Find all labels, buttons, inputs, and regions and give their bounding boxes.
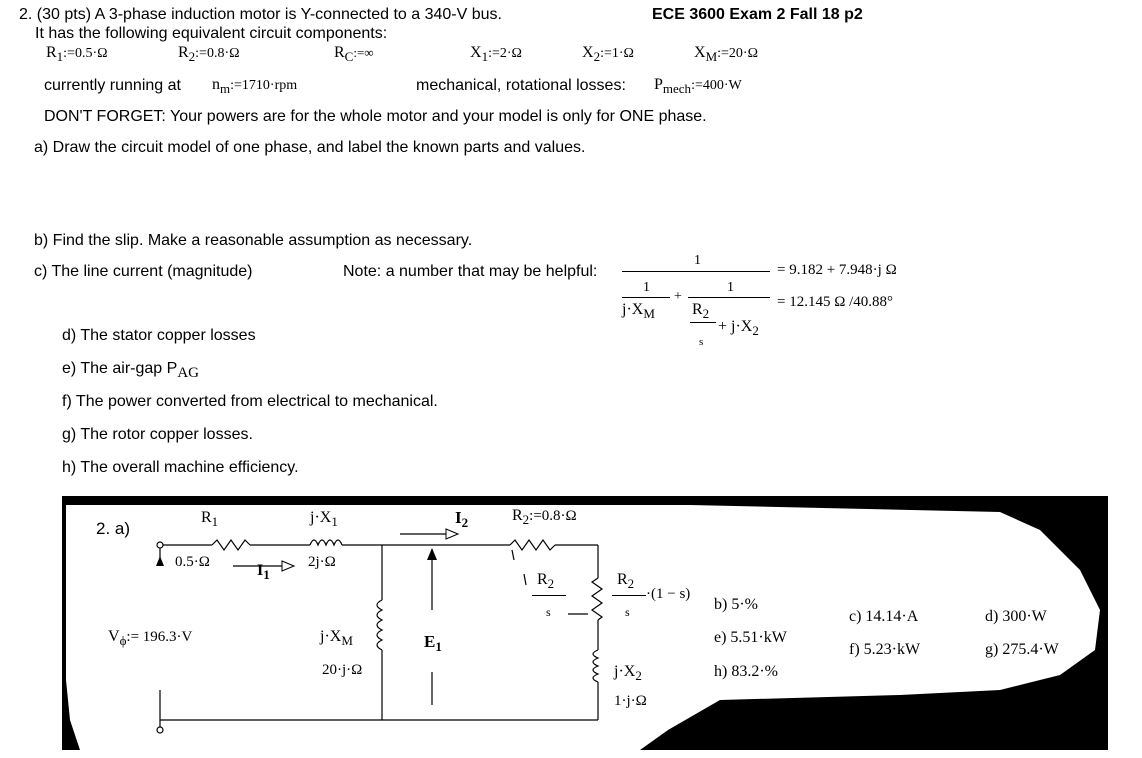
question-d: d) The stator copper losses [62, 327, 256, 344]
jx1-value: 2j·Ω [308, 554, 336, 570]
rotor-speed: $n_m:=1710\cdot rpm$ [212, 76, 298, 96]
result-rectangular: = 9.182 + 7.948·j Ω [777, 262, 897, 278]
component-x2: $X_2:=1\cdot\Omega$ [582, 44, 634, 64]
jxm-label: $j\cdot X_M$ [320, 628, 353, 648]
r2s-bar [532, 595, 566, 596]
term1-denominator: $j\cdot X_M$ [622, 301, 655, 321]
question-f: f) The power converted from electrical to mechanical. [62, 393, 438, 410]
question-g: g) The rotor copper losses. [62, 426, 253, 443]
r2s-label: $R_2$ [537, 571, 555, 591]
e1-label: $E_1$ [424, 632, 442, 654]
term2-r2: $R_2$ [692, 301, 710, 321]
jx2-value: 1·j·Ω [614, 693, 647, 709]
fraction-numerator: 1 [694, 253, 701, 268]
term2-numerator: 1 [727, 280, 734, 295]
question-b: b) Find the slip. Make a reasonable assumption as necessary. [34, 232, 473, 249]
component-rc: $R_C:=\infty$ [334, 44, 374, 64]
jxm-value: 20·j·Ω [322, 662, 363, 678]
running-label: currently running at [44, 77, 181, 94]
r1-label: $R_1$ [201, 509, 219, 529]
answer-b: b) 5·% [714, 596, 758, 613]
load-denominator: s [625, 605, 630, 619]
answer-g: g) 275.4·W [985, 641, 1059, 658]
load-bar [612, 595, 646, 596]
answer-d: d) 300·W [985, 608, 1047, 625]
load-factor: ·(1 − s) [646, 586, 691, 602]
component-x1: $X_1:=2\cdot\Omega$ [470, 44, 522, 64]
mech-losses: $P_{mech}:=400\cdot W$ [654, 76, 742, 96]
question-h: h) The overall machine efficiency. [62, 459, 299, 476]
answer-c: c) 14.14·A [849, 608, 919, 625]
component-r2: $R_2:=0.8\cdot\Omega$ [178, 44, 240, 64]
jx2-label: $j\cdot X_2$ [614, 663, 642, 683]
term1-numerator: 1 [643, 280, 650, 295]
i2-label: $I_2$ [455, 508, 469, 530]
term2-s: s [699, 336, 704, 348]
components-subtitle: It has the following equivalent circuit components: [35, 25, 388, 42]
term2-jx2: + $j\cdot X_2$ [718, 318, 759, 338]
load-label: $R_2$ [617, 571, 635, 591]
r2-label: $R_2:=0.8\cdot\Omega$ [512, 507, 577, 527]
component-xm: $X_M:=20\cdot\Omega$ [694, 44, 758, 64]
note-label: Note: a number that may be helpful: [343, 263, 598, 280]
question-c: c) The line current (magnitude) [34, 263, 253, 280]
fraction-plus: + [674, 289, 682, 304]
mech-losses-label: mechanical, rotational losses: [416, 77, 626, 94]
answer-e: e) 5.51·kW [714, 629, 787, 646]
jx1-label: $j\cdot X_1$ [310, 509, 338, 529]
component-r1: $R_1:=0.5\cdot\Omega$ [46, 44, 108, 64]
problem-statement: 2. (30 pts) A 3-phase induction motor is Y-connected to a 340-V bus. [19, 6, 502, 23]
course-header: ECE 3600 Exam 2 Fall 18 p2 [652, 6, 863, 23]
r1-value: 0.5·Ω [175, 554, 210, 570]
result-polar: = 12.145 Ω /40.88° [777, 294, 894, 310]
source-voltage: $V_\phi:= 196.3\cdot V$ [108, 628, 193, 648]
answer-f: f) 5.23·kW [849, 641, 921, 658]
answer-h: h) 83.2·% [714, 663, 778, 680]
question-a: a) Draw the circuit model of one phase, and label the known parts and values. [34, 139, 586, 156]
question-e: e) The air-gap $P_{AG}$ [62, 360, 199, 381]
warning-text: DON'T FORGET: Your powers are for the whole motor and your model is only for ONE phase. [44, 108, 707, 125]
r2s-denominator: s [546, 605, 551, 619]
circuit-label: 2. a) [96, 519, 131, 538]
i1-label: $I_1$ [257, 562, 270, 582]
